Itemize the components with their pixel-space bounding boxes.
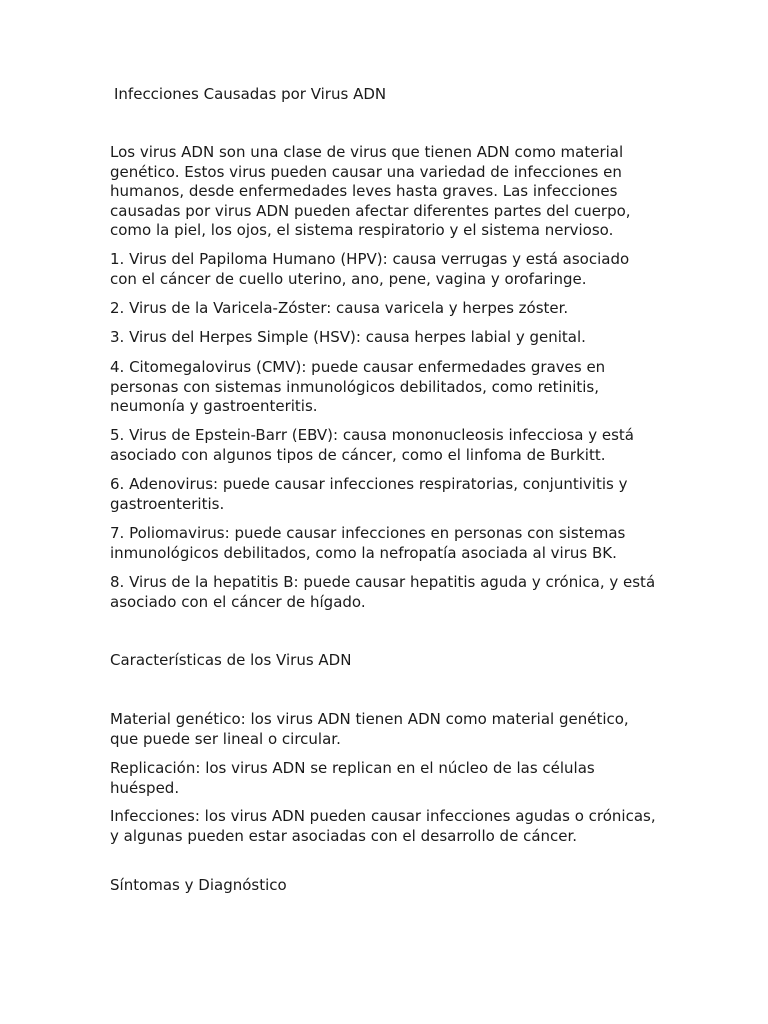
virus-list-item-5: 5. Virus de Epstein-Barr (EBV): causa mononucleosis infecciosa y está asociado con algunos tipos de cáncer, como el linfoma de Burkitt. (110, 426, 634, 464)
virus-list-item-3: 3. Virus del Herpes Simple (HSV): causa herpes labial y genital. (110, 328, 586, 346)
characteristic-replication: Replicación: los virus ADN se replican en el núcleo de las células huésped. (110, 759, 595, 797)
virus-list-item-8: 8. Virus de la hepatitis B: puede causar hepatitis aguda y crónica, y está asociado con el cáncer de hígado. (110, 573, 656, 611)
virus-list-item-6: 6. Adenovirus: puede causar infecciones respiratorias, conjuntivitis y gastroenteritis. (110, 475, 628, 513)
characteristic-infections: Infecciones: los virus ADN pueden causar infecciones agudas o crónicas, y algunas pueden estar asociadas con el desarrollo de cáncer. (110, 807, 656, 845)
characteristic-genetic-material: Material genético: los virus ADN tienen ADN como material genético, que puede ser lineal o circular. (110, 710, 629, 748)
section-heading-symptoms: Síntomas y Diagnóstico (110, 876, 287, 894)
virus-list-item-4: 4. Citomegalovirus (CMV): puede causar enfermedades graves en personas con sistemas inmunológicos debilitados, como retinitis, neumonía y gastroenteritis. (110, 358, 606, 416)
virus-list-item-1: 1. Virus del Papiloma Humano (HPV): causa verrugas y está asociado con el cáncer de cuello uterino, ano, pene, vagina y orofaringe. (110, 250, 630, 288)
section-heading-characteristics: Características de los Virus ADN (110, 651, 352, 669)
document-title: Infecciones Causadas por Virus ADN (114, 85, 387, 103)
virus-list-item-2: 2. Virus de la Varicela-Zóster: causa varicela y herpes zóster. (110, 299, 569, 317)
intro-paragraph: Los virus ADN son una clase de virus que tienen ADN como material genético. Estos virus pueden causar una variedad de infecciones en humanos, desde enfermedades leves hasta graves. Las infecciones causadas por virus ADN pueden afectar diferentes partes del cuerpo, como la piel, los ojos, el sistema respiratorio y el sistema nervioso. (110, 143, 631, 240)
virus-list-item-7: 7. Poliomavirus: puede causar infecciones en personas con sistemas inmunológicos debilitados, como la nefropatía asociada al virus BK. (110, 524, 626, 562)
